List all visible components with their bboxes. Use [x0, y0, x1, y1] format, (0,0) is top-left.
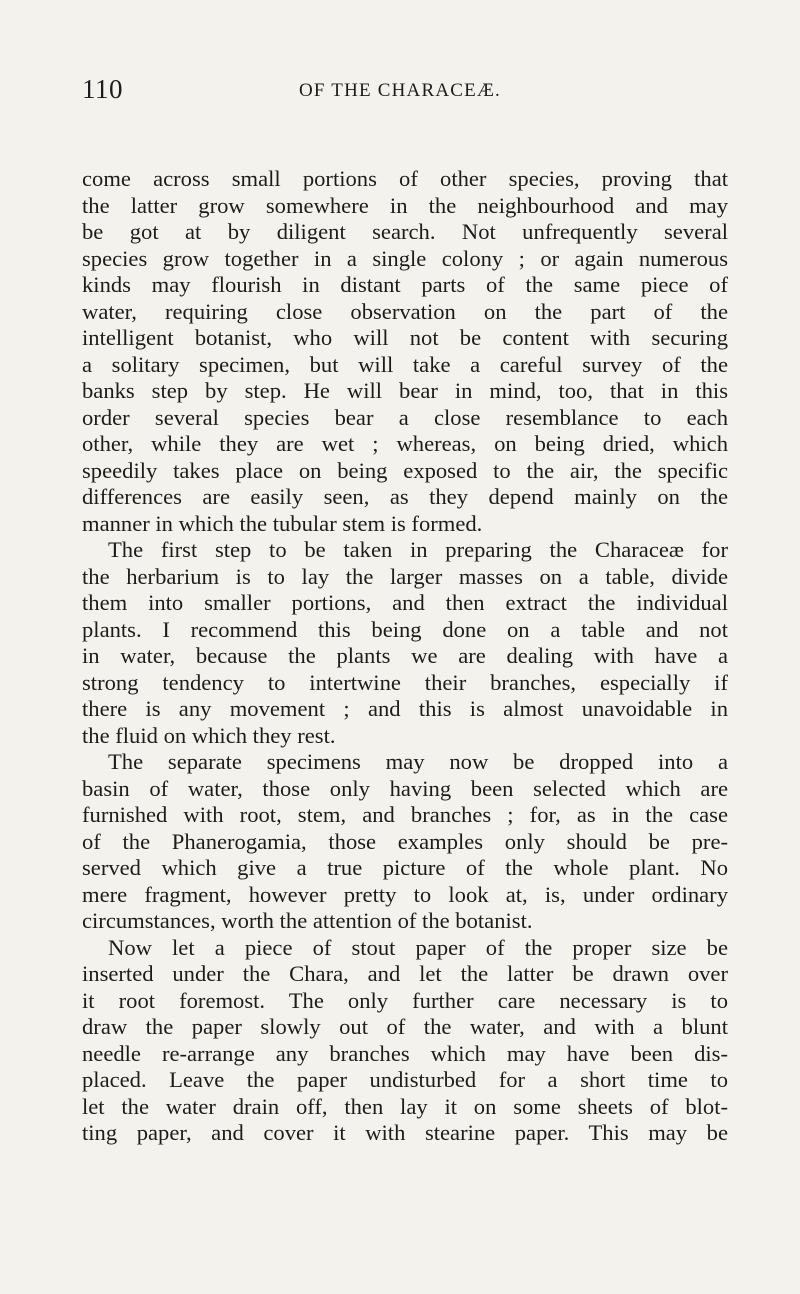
page-number: 110: [82, 74, 123, 104]
text-line: manner in which the tubular stem is formed.: [82, 510, 483, 536]
text-line: let the water drain off, then lay it on some sheets of blot-: [82, 1093, 728, 1119]
text-line: the latter grow somewhere in the neighbourhood and may: [82, 192, 728, 218]
text-line: The first step to be taken in preparing the Characeæ for: [108, 537, 728, 562]
text-line: plants. I recommend this being done on a table and not: [82, 616, 728, 642]
text-line: kinds may flourish in distant parts of the same piece of: [82, 272, 728, 297]
text-line: order several species bear a close resemblance to each: [82, 404, 728, 430]
text-line: placed. Leave the paper undisturbed for a short time to: [82, 1067, 728, 1092]
text-line: served which give a true picture of the whole plant. No: [82, 855, 728, 880]
page-header: [0, 74, 800, 114]
text-line: them into smaller portions, and then extract the individual: [82, 590, 728, 615]
text-line: the fluid on which they rest.: [82, 722, 336, 748]
text-line: speedily takes place on being exposed to the air, the specific: [82, 457, 728, 483]
text-line: draw the paper slowly out of the water, and with a blunt: [82, 1014, 728, 1039]
text-line: needle re-arrange any branches which may have been dis-: [82, 1040, 728, 1066]
text-line: basin of water, those only having been selected which are: [82, 775, 728, 801]
text-line: water, requiring close observation on the part of the: [82, 298, 728, 324]
text-line: furnished with root, stem, and branches ; for, as in the case: [82, 802, 728, 827]
text-line: differences are easily seen, as they depend mainly on the: [82, 484, 728, 509]
text-line: there is any movement ; and this is almost unavoidable in: [82, 696, 728, 721]
text-line: mere fragment, however pretty to look at, is, under ordinary: [82, 881, 728, 907]
text-line: the herbarium is to lay the larger masses on a table, divide: [82, 563, 728, 589]
text-line: species grow together in a single colony ; or again numerous: [82, 245, 728, 271]
text-line: of the Phanerogamia, those examples only should be pre-: [82, 828, 728, 854]
text-line: it root foremost. The only further care necessary is to: [82, 987, 728, 1013]
body-text: [82, 166, 728, 1147]
text-line: intelligent botanist, who will not be content with securing: [82, 325, 728, 350]
text-line: Now let a piece of stout paper of the proper size be: [108, 934, 728, 960]
running-title: OF THE CHARACEÆ.: [298, 80, 501, 101]
text-line: come across small portions of other species, proving that: [82, 166, 728, 191]
text-line: a solitary specimen, but will take a careful survey of the: [82, 351, 728, 377]
text-line: ting paper, and cover it with stearine paper. This may be: [82, 1120, 728, 1145]
text-line: inserted under the Chara, and let the latter be drawn over: [82, 961, 728, 986]
text-line: in water, because the plants we are dealing with have a: [82, 643, 728, 668]
text-line: other, while they are wet ; whereas, on being dried, which: [82, 431, 728, 456]
text-line: be got at by diligent search. Not unfrequently several: [82, 219, 728, 244]
text-line: The separate specimens may now be dropped into a: [108, 749, 728, 774]
text-line: circumstances, worth the attention of the botanist.: [82, 908, 533, 933]
text-line: strong tendency to intertwine their branches, especially if: [82, 669, 728, 695]
text-line: banks step by step. He will bear in mind, too, that in this: [82, 378, 728, 403]
